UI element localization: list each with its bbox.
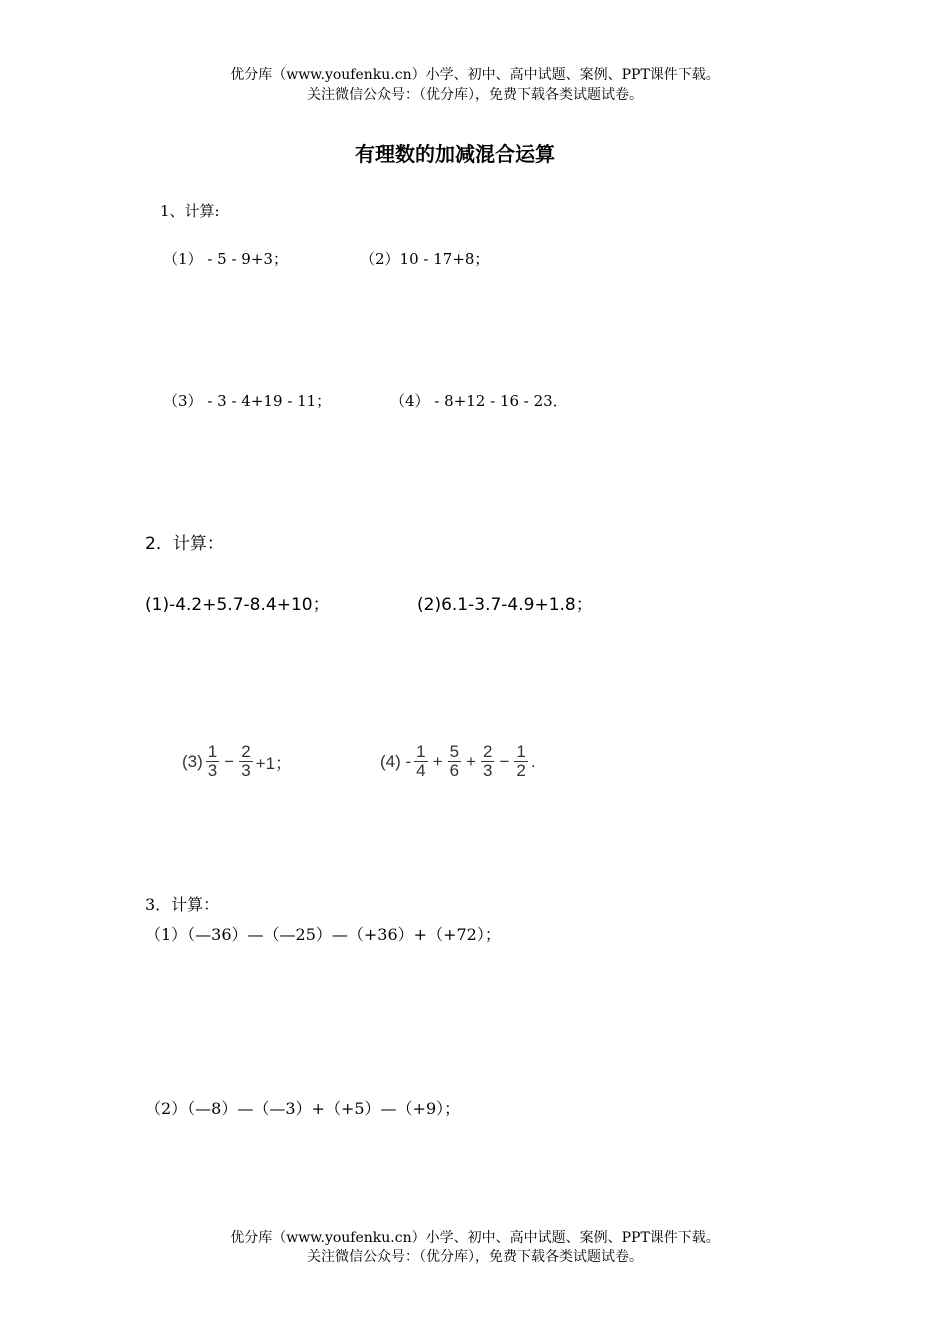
expression-tail: +1； <box>255 754 293 773</box>
section2-problem-3 <box>182 743 292 780</box>
fraction-denominator: 3 <box>207 761 218 780</box>
page-footer-line2: 关注微信公众号：（优分库），免费下载各类试题试卷。 <box>307 1249 643 1265</box>
section2-problem-2: (2)6.1-3.7-4.9+1.8； <box>417 595 593 615</box>
fraction-numerator: 1 <box>416 742 426 761</box>
operator: − <box>224 751 235 771</box>
expression-tail: . <box>530 751 536 771</box>
section1-problem-4: （4） - 8+12 - 16 - 23． <box>390 392 568 410</box>
page-footer-line1: 优分库（www.youfenku.cn）小学、初中、高中试题、案例、PPT课件下载。 <box>230 1230 720 1246</box>
section1-problem-1: （1） - 5 - 9+3； <box>163 250 288 268</box>
section1-problem-2: （2）10 - 17+8； <box>360 250 490 268</box>
fraction-numerator: 1 <box>207 742 218 761</box>
section1-heading: 1、计算: <box>160 202 220 220</box>
section1-problem-3: （3） - 3 - 4+19 - 11； <box>163 392 332 410</box>
page-header-line2: 关注微信公众号：（优分库），免费下载各类试题试卷。 <box>307 87 643 103</box>
fraction <box>414 743 427 780</box>
fraction <box>206 743 219 780</box>
fraction-denominator: 6 <box>449 761 460 780</box>
fraction-numerator: 2 <box>482 742 493 761</box>
operator: − <box>499 751 510 771</box>
page-header-line1: 优分库（www.youfenku.cn）小学、初中、高中试题、案例、PPT课件下载。 <box>230 67 720 83</box>
fraction-denominator: 2 <box>516 761 526 780</box>
fraction-numerator: 5 <box>449 742 460 761</box>
fraction <box>448 743 461 780</box>
fraction <box>239 743 252 780</box>
section3-problem-1: （1）（—36）—（—25）—（+36）+（+72）； <box>145 925 501 944</box>
fraction <box>481 743 494 780</box>
operator: + <box>432 751 443 771</box>
section2-heading: 2．计算： <box>145 534 224 554</box>
page-title: 有理数的加减混合运算 <box>355 142 555 166</box>
section2-problem-1: (1)-4.2+5.7-8.4+10； <box>145 595 330 615</box>
fraction-numerator: 2 <box>241 742 251 761</box>
problem-label: (3) <box>182 751 203 771</box>
section2-problem-4 <box>380 743 536 780</box>
section3-heading: 3．计算： <box>145 895 220 914</box>
fraction <box>514 743 527 780</box>
fraction-denominator: 3 <box>482 761 493 780</box>
problem-label: (4) - <box>380 751 412 771</box>
section3-problem-2: （2）（—8）—（—3）+（+5）—（+9）； <box>145 1099 461 1118</box>
operator: + <box>466 751 476 771</box>
fraction-denominator: 4 <box>416 761 426 780</box>
fraction-denominator: 3 <box>241 761 251 780</box>
fraction-numerator: 1 <box>516 742 526 761</box>
